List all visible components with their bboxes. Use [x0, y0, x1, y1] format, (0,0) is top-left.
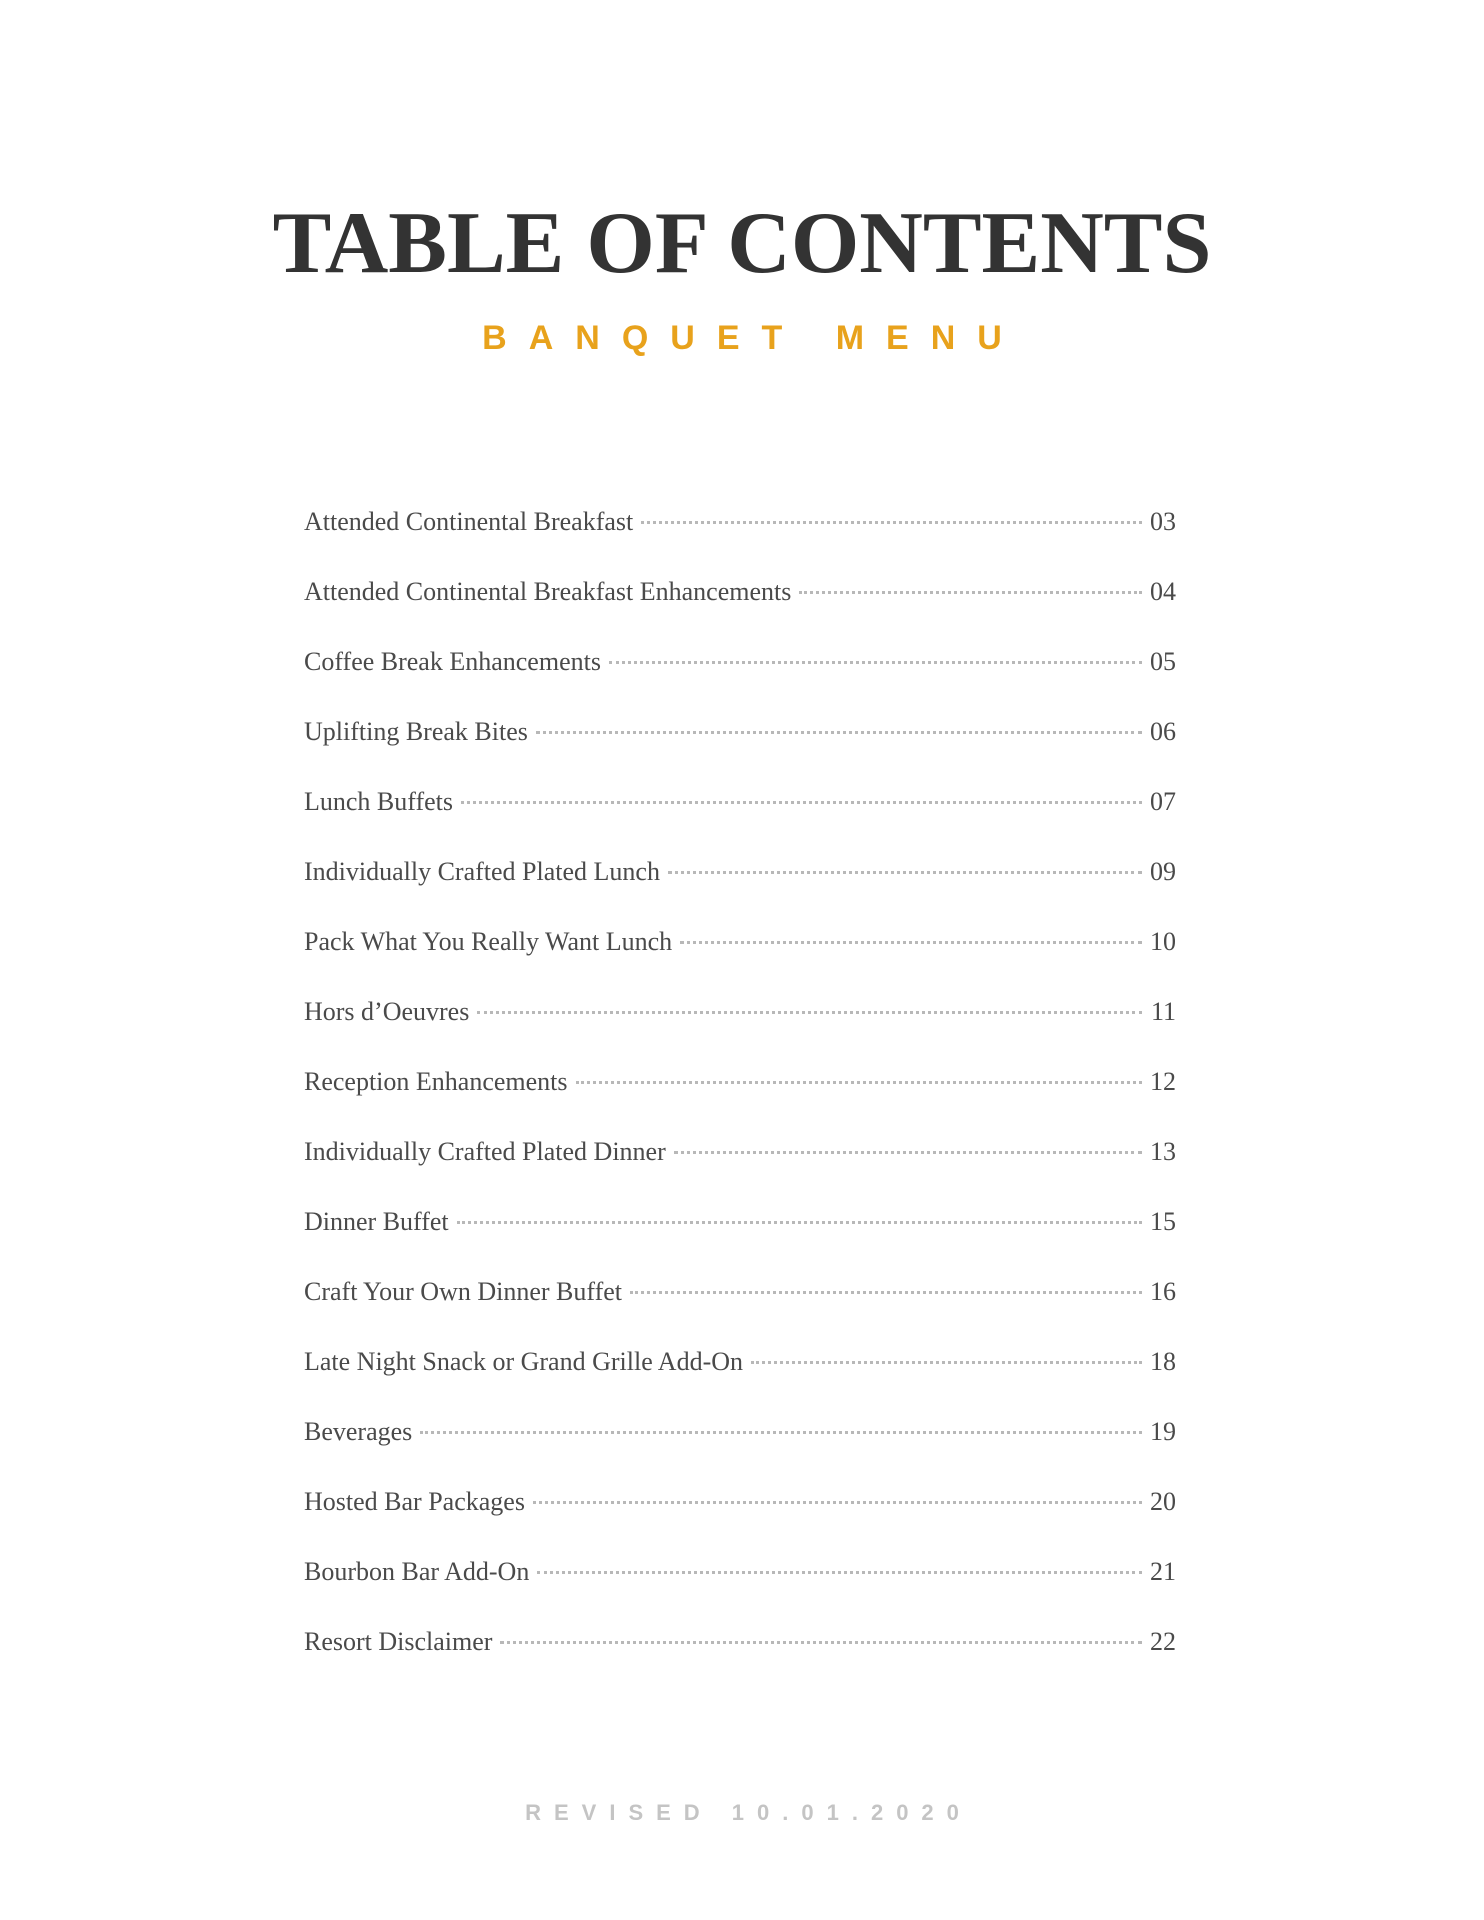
toc-entry-title: Hors d’Oeuvres: [304, 997, 470, 1026]
toc-entry-title: Dinner Buffet: [304, 1207, 449, 1236]
toc-entry[interactable]: [304, 500, 1176, 570]
toc-entry-page-number: 04: [1150, 577, 1176, 606]
toc-entry-title: Craft Your Own Dinner Buffet: [304, 1277, 622, 1306]
dot-leader: [668, 871, 1142, 874]
toc-entry[interactable]: [304, 780, 1176, 850]
dot-leader: [457, 1221, 1142, 1224]
toc-entry[interactable]: [304, 1620, 1176, 1690]
dot-leader: [630, 1291, 1142, 1294]
dot-leader: [609, 661, 1142, 664]
dot-leader: [537, 1571, 1142, 1574]
page-title: TABLE OF CONTENTS: [272, 195, 1212, 292]
toc-entry-page-number: 20: [1150, 1487, 1176, 1516]
toc-entry[interactable]: [304, 990, 1176, 1060]
toc-entry[interactable]: [304, 1200, 1176, 1270]
toc-entry-page-number: 13: [1150, 1137, 1176, 1166]
toc-entry-page-number: 21: [1150, 1557, 1176, 1586]
toc-entry-title: Individually Crafted Plated Dinner: [304, 1137, 666, 1166]
toc-entry-page-number: 16: [1150, 1277, 1176, 1306]
toc-entry[interactable]: [304, 850, 1176, 920]
toc-entry-title: Reception Enhancements: [304, 1067, 568, 1096]
toc-entry-title: Bourbon Bar Add-On: [304, 1557, 530, 1586]
toc-entry[interactable]: [304, 1410, 1176, 1480]
toc-entry[interactable]: [304, 1060, 1176, 1130]
page-subtitle: BANQUET MENU: [482, 319, 1024, 357]
dot-leader: [680, 941, 1142, 944]
dot-leader: [576, 1081, 1142, 1084]
dot-leader: [536, 731, 1142, 734]
toc-entry-title: Uplifting Break Bites: [304, 717, 528, 746]
dot-leader: [500, 1641, 1142, 1644]
dot-leader: [799, 591, 1142, 594]
dot-leader: [641, 521, 1142, 524]
toc-entry-title: Pack What You Really Want Lunch: [304, 927, 673, 956]
toc-entry-title: Attended Continental Breakfast Enhancements: [304, 577, 792, 606]
toc-entry-page-number: 15: [1150, 1207, 1176, 1236]
toc-entry-page-number: 10: [1150, 927, 1176, 956]
dot-leader: [477, 1011, 1142, 1014]
toc-entry-page-number: 07: [1150, 787, 1176, 816]
toc-entry-title: Late Night Snack or Grand Grille Add-On: [304, 1347, 744, 1376]
dot-leader: [751, 1361, 1142, 1364]
toc-entry[interactable]: [304, 640, 1176, 710]
toc-entry-page-number: 11: [1150, 997, 1176, 1026]
dot-leader: [461, 801, 1142, 804]
toc-entry-page-number: 09: [1150, 857, 1176, 886]
toc-entry[interactable]: [304, 1130, 1176, 1200]
toc-entry[interactable]: [304, 1480, 1176, 1550]
toc-entry-title: Hosted Bar Packages: [304, 1487, 525, 1516]
dot-leader: [420, 1431, 1142, 1434]
toc-entry-title: Individually Crafted Plated Lunch: [304, 857, 660, 886]
toc-entry-page-number: 12: [1150, 1067, 1176, 1096]
toc-entry-title: Resort Disclaimer: [304, 1627, 493, 1656]
toc-entry-page-number: 05: [1150, 647, 1176, 676]
dot-leader: [674, 1151, 1142, 1154]
toc-entry[interactable]: [304, 1550, 1176, 1620]
toc-entry[interactable]: [304, 570, 1176, 640]
toc-entry-title: Beverages: [304, 1417, 413, 1446]
toc-entry-title: Attended Continental Breakfast: [304, 507, 634, 536]
toc-entry-page-number: 19: [1150, 1417, 1176, 1446]
toc-entry[interactable]: [304, 710, 1176, 780]
toc-entry[interactable]: [304, 920, 1176, 990]
toc-entry[interactable]: [304, 1270, 1176, 1340]
revision-date: REVISED 10.01.2020: [525, 1800, 972, 1825]
toc-entry-page-number: 22: [1150, 1627, 1176, 1656]
toc-entry-page-number: 18: [1150, 1347, 1176, 1376]
dot-leader: [533, 1501, 1142, 1504]
toc-entry-title: Coffee Break Enhancements: [304, 647, 601, 676]
toc-entry-title: Lunch Buffets: [304, 787, 453, 816]
table-of-contents: [304, 500, 1176, 1690]
toc-entry-page-number: 06: [1150, 717, 1176, 746]
toc-entry-page-number: 03: [1150, 507, 1176, 536]
toc-entry[interactable]: [304, 1340, 1176, 1410]
